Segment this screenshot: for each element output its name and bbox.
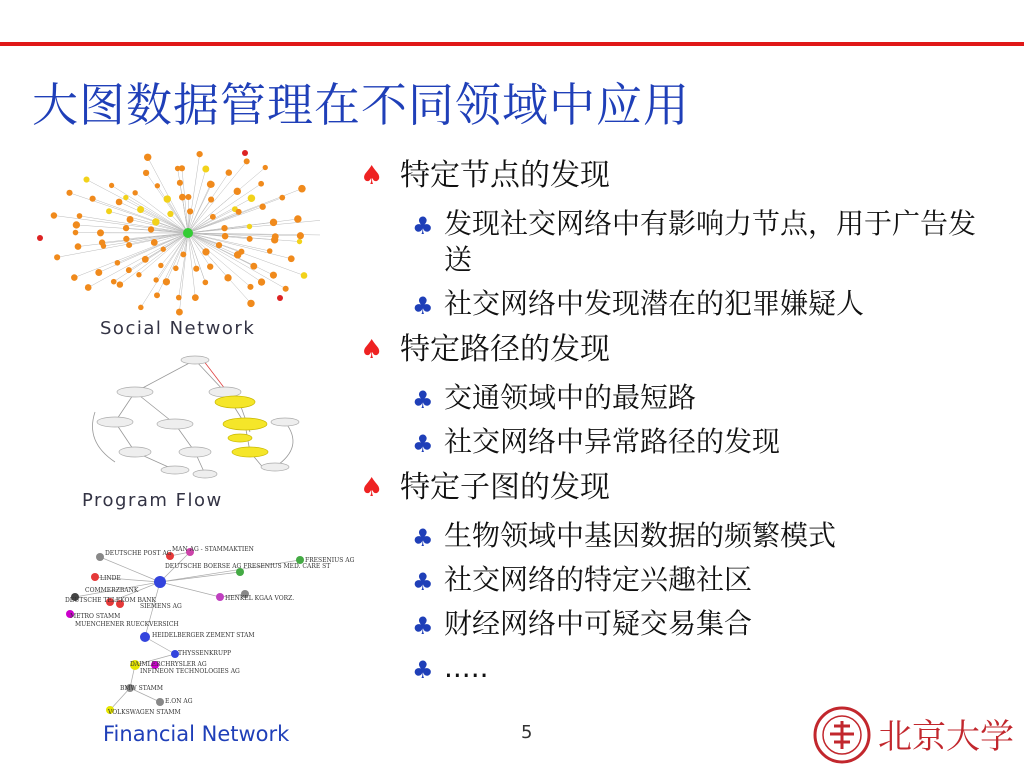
svg-text:FRESENIUS AG: FRESENIUS AG (305, 557, 355, 564)
svg-text:METRO STAMM: METRO STAMM (70, 613, 121, 620)
spade-icon: ♠ (360, 473, 384, 503)
page-number: 5 (521, 722, 533, 743)
bullet-level2: ♣ 社交网络中异常路径的发现 (360, 424, 1000, 460)
bullet-level2: ♣ 生物领域中基因数据的频繁模式 (360, 518, 1000, 554)
club-icon: ♣ (412, 568, 434, 596)
bullet-level2: ♣ ..... (360, 650, 1000, 686)
club-icon: ♣ (412, 524, 434, 552)
svg-text:VOLKSWAGEN STAMM: VOLKSWAGEN STAMM (108, 709, 181, 716)
bullet-level1: ♠ 特定节点的发现 (360, 154, 1000, 198)
financial-network-graph (60, 542, 360, 720)
club-icon: ♣ (412, 292, 434, 320)
social-network-label: Social Network (100, 318, 256, 339)
bullet-level2: ♣ 社交网络中发现潜在的犯罪嫌疑人 (360, 286, 1000, 322)
university-logo (812, 704, 1022, 766)
logo-text: 北京大学 (878, 717, 1014, 757)
club-icon: ♣ (412, 612, 434, 640)
svg-text:MUENCHENER RUECKVERSICH: MUENCHENER RUECKVERSICH (75, 621, 179, 628)
bullet-level2: ♣ 社交网络的特定兴趣社区 (360, 562, 1000, 598)
financial-network-label: Financial Network (103, 722, 290, 746)
bullet-level1: ♠ 特定路径的发现 (360, 328, 1000, 372)
program-flow-label: Program Flow (82, 490, 223, 511)
bullet-list (360, 154, 1000, 692)
slide-title: 大图数据管理在不同领域中应用 (32, 78, 690, 132)
svg-text:BMW STAMM: BMW STAMM (120, 685, 164, 692)
svg-text:THYSSENKRUPP: THYSSENKRUPP (178, 650, 232, 657)
club-icon: ♣ (412, 656, 434, 684)
svg-text:E.ON AG: E.ON AG (165, 698, 193, 705)
svg-text:DEUTSCHE TELEKOM BANK: DEUTSCHE TELEKOM BANK (65, 597, 156, 604)
program-flow-graph (75, 352, 315, 482)
bullet-level2: ♣ 财经网络中可疑交易集合 (360, 606, 1000, 642)
top-rule (0, 42, 1024, 46)
spade-icon: ♠ (360, 161, 384, 191)
club-icon: ♣ (412, 212, 434, 240)
svg-text:DEUTSCHE POST AG: DEUTSCHE POST AG (105, 550, 172, 557)
svg-text:DAIMLERCHRYSLER AG: DAIMLERCHRYSLER AG (130, 661, 207, 668)
svg-text:INFINEON TECHNOLOGIES AG: INFINEON TECHNOLOGIES AG (140, 668, 240, 675)
bullet-level2: ♣ 发现社交网络中有影响力节点，用于广告发送 (412, 207, 977, 276)
club-icon: ♣ (412, 386, 434, 414)
club-icon: ♣ (412, 430, 434, 458)
social-network-graph (30, 148, 320, 323)
bullet-level2: ♣ 交通领域中的最短路 (360, 380, 1000, 416)
spade-icon: ♠ (360, 335, 384, 365)
svg-text:COMMERZBANK: COMMERZBANK (85, 587, 139, 594)
svg-text:HEIDELBERGER ZEMENT STAM: HEIDELBERGER ZEMENT STAM (152, 632, 255, 639)
svg-text:HENKEL KGAA VORZ.: HENKEL KGAA VORZ. (225, 595, 295, 602)
bullet-level1: ♠ 特定子图的发现 (360, 466, 1000, 510)
svg-text:LINDE: LINDE (100, 575, 121, 582)
svg-text:DEUTSCHE BOERSE AG FRESENIUS M: DEUTSCHE BOERSE AG FRESENIUS MED. CARE ST (165, 563, 331, 570)
svg-text:MAN AG - STAMMAKTIEN: MAN AG - STAMMAKTIEN (172, 546, 254, 553)
svg-text:SIEMENS AG: SIEMENS AG (140, 603, 182, 610)
